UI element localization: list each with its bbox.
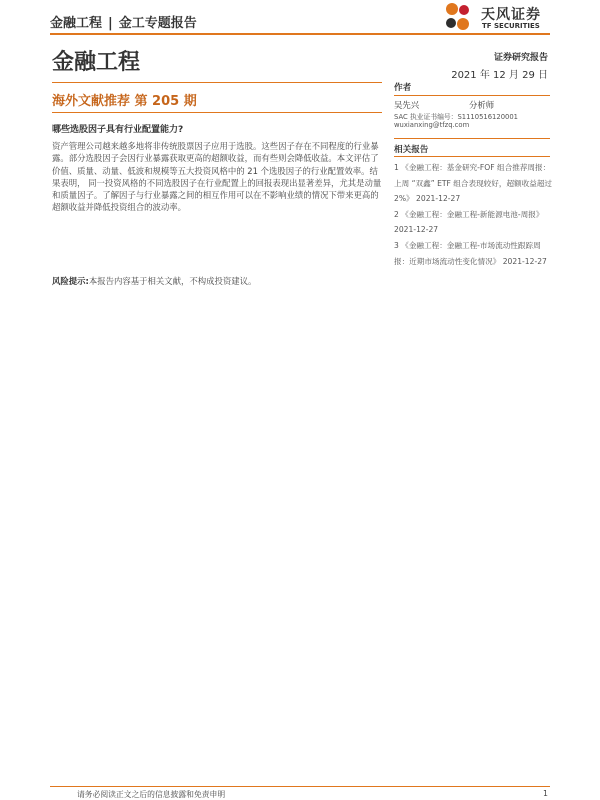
footer-divider	[50, 786, 550, 787]
risk-label: 风险提示:	[52, 276, 89, 286]
header-separator: |	[108, 16, 113, 31]
logo-name-cn: 天风证券	[481, 7, 541, 23]
summary-question: 哪些选股因子具有行业配置能力?	[52, 125, 184, 135]
related-reports-list	[394, 160, 554, 269]
related-report-2[interactable]: 2 《金融工程：金融工程-新能源电池-周报》 2021-12-27	[394, 209, 544, 235]
author-divider	[394, 95, 550, 96]
logo-mark-icon	[443, 2, 475, 32]
related-report-1[interactable]: 1 《金融工程：基金研究-FOF 组合推荐周报：上周 “双鑫” ETF 组合表现较好，超额收益超过 2%》 2021-12-27	[394, 163, 553, 204]
risk-text: 本报告内容基于相关文献，不构成投资建议。	[88, 276, 257, 286]
header-divider	[50, 33, 550, 35]
related-heading: 相关报告	[394, 145, 429, 155]
footer-disclaimer: 请务必阅读正文之后的信息披露和免责申明	[77, 790, 226, 799]
header-category-main: 金融工程	[50, 16, 103, 31]
page-title: 金融工程	[52, 50, 141, 75]
page-number: 1	[543, 789, 548, 798]
related-report-3[interactable]: 3 《金融工程：金融工程-市场流动性跟踪周报：近期市场流动性变化情况》 2021-12-27	[394, 240, 547, 266]
author-sac-number: SAC 执业证书编号：S1110516120001	[394, 113, 518, 121]
report-subtitle: 海外文献推荐 第 205 期	[52, 94, 197, 109]
related-top-divider	[394, 138, 550, 139]
report-type: 证券研究报告	[493, 53, 548, 63]
company-logo	[443, 2, 553, 34]
author-email[interactable]: wuxianxing@tfzq.com	[394, 121, 470, 129]
header-category-sub: 金工专题报告	[118, 16, 197, 31]
author-role: 分析师	[469, 100, 495, 110]
header-category	[50, 12, 197, 31]
author-name: 吴先兴	[394, 100, 420, 110]
subtitle-divider	[52, 112, 382, 113]
risk-notice	[52, 275, 382, 287]
logo-name-en: TF SECURITIES	[482, 22, 540, 30]
title-divider	[52, 82, 382, 83]
related-divider	[394, 156, 550, 157]
author-heading: 作者	[394, 83, 412, 93]
summary-body: 资产管理公司越来越多地将非传统股票因子应用于选股。这些因子存在不同程度的行业暴露。部分选股因子会因行业暴露获取更高的超额收益，而有些则会降低收益。本文评估了价值、质量、动量、低波和规模等五大投资风格中的 21 个选股因子的行业配置效率。结果表明， 同一投资风格的不同选股因子在行业配置上的回报表现出显著差异，尤其是动量和质量因子。了解因子与行业暴露之间的相互作用可以在不影响业绩的情况下带来更高的超额收益并降低投资组合的波动率。	[52, 141, 382, 213]
report-date: 2021 年 12 月 29 日	[451, 70, 548, 81]
